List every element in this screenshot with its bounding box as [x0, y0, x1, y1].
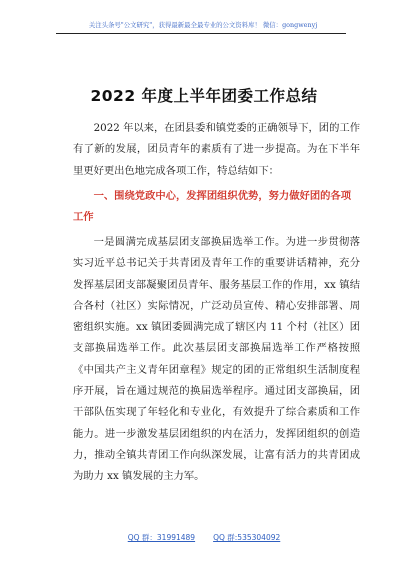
footer-contact — [0, 532, 408, 543]
header-divider — [56, 33, 346, 34]
footer-qq-group-1: QQ 群：31991489 — [127, 533, 196, 542]
header-banner: 关注头条号"公文研究"，获得最新最全最专业的公文资料库！ 微信：gongwenyj — [88, 21, 318, 29]
document-title: 2022 年度上半年团委工作总结 — [90, 87, 318, 105]
footer-qq-group-2: QQ 群:535304092 — [213, 533, 281, 542]
intro-paragraph: 2022 年以来，在团县委和镇党委的正确领导下，团的工作有了新的发展，团员青年的素质有了进一步提高。为在下半年里更好更出色地完成各项工作，特总结如下： — [73, 122, 360, 177]
body-paragraph: 一是圆满完成基层团支部换届选举工作。为进一步贯彻落实习近平总书记关于共青团及青年工作的重要讲话精神，充分发挥基层团支部凝聚团员青年、服务基层工作的作用，xx 镇结合各村（社区）实际情况，广泛动员宣传、精心安排部署、周密组织实施。xx 镇团委圆满完成了辖区内 11 个村（社区）团支部换届选举工作。此次基层团支部换届选举工作严格按照《中国共产主义青年团章程》规定的团的正常组织生活制度程序开展，旨在通过规范的换届选举程序。通过团支部换届，团干部队伍实现了年轻化和专业化，有效提升了综合素质和工作能力。进一步激发基层团组织的内在活力，发挥团组织的创造力，推动全镇共青团工作向纵深发展，让富有活力的共青团成为助力 xx 镇发展的主力军。 — [73, 236, 360, 483]
section-heading: 一、围绕党政中心，发挥团组织优势，努力做好团的各项工作 — [73, 190, 352, 224]
